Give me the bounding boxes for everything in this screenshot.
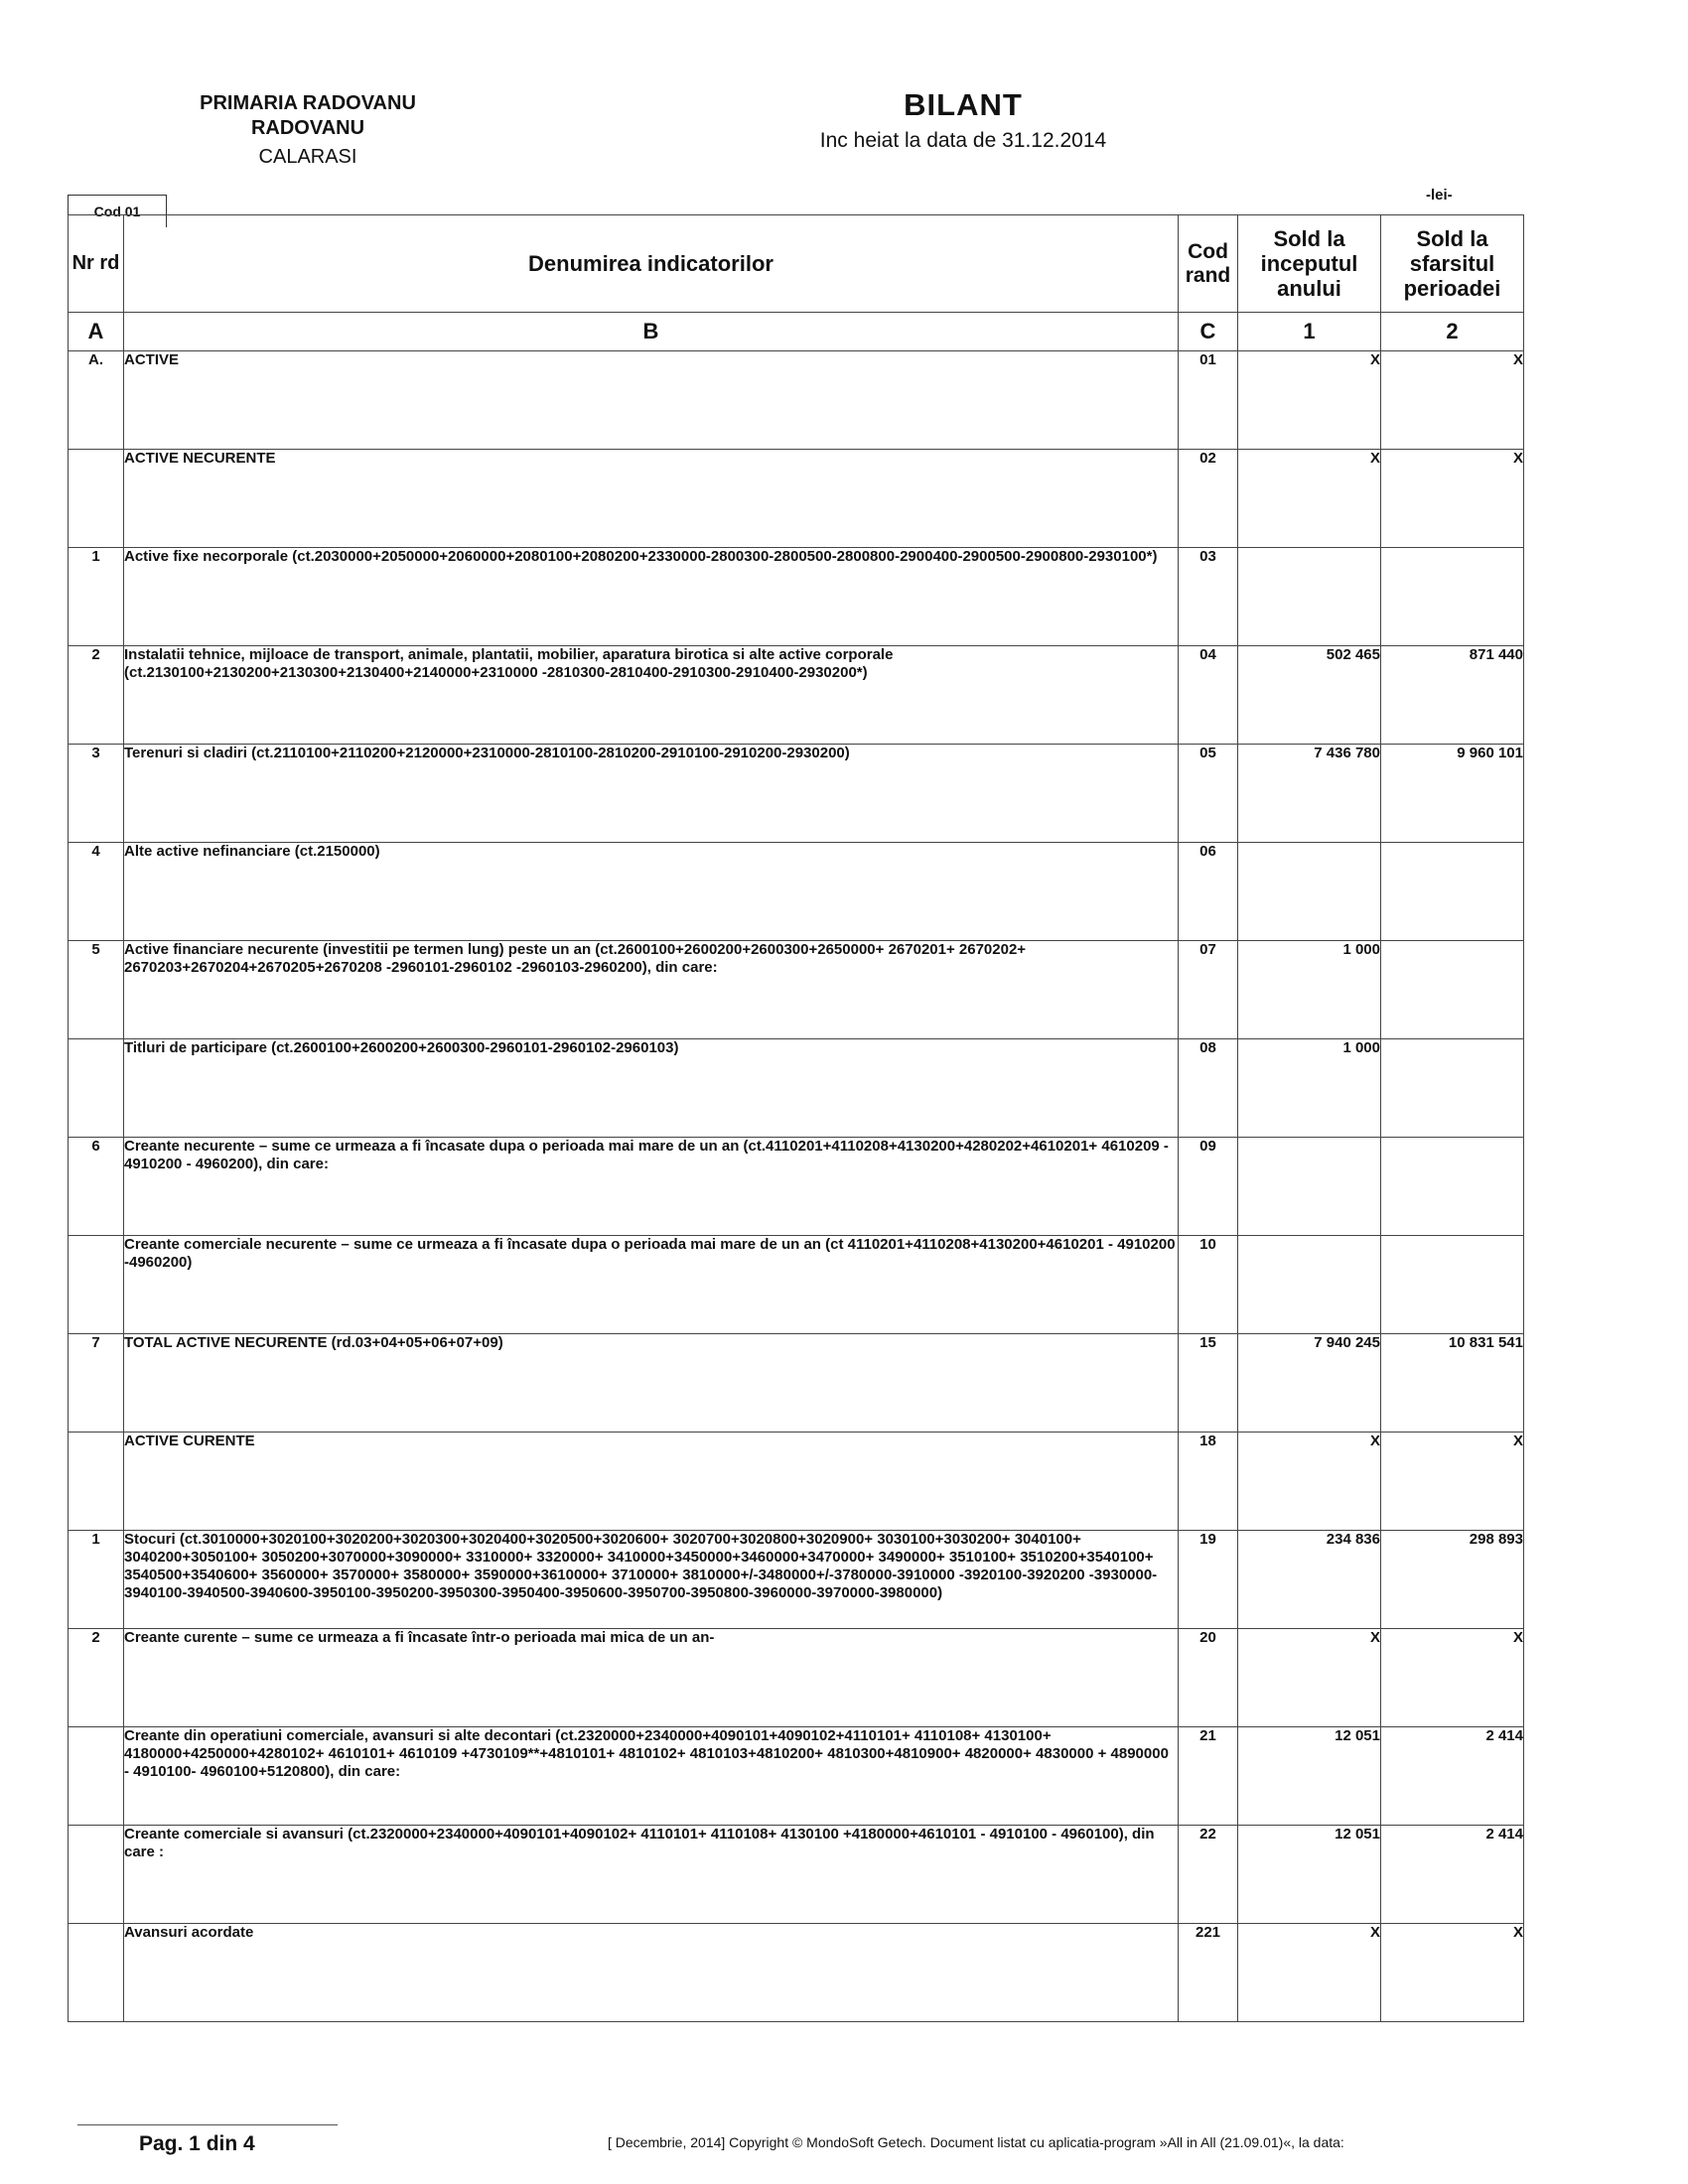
table-row [69, 941, 1524, 1039]
closing-balance [1381, 548, 1524, 646]
row-code: 04 [1179, 646, 1238, 745]
row-code: 09 [1179, 1138, 1238, 1236]
table-row [69, 351, 1524, 450]
indicator-name: Stocuri (ct.3010000+3020100+3020200+3020300+3020400+3020500+3020600+ 3020700+3020800+3020900+ 3030100+3030200+ 3040100+ 3040200+3050100+ 3050200+3070000+3090000+ 3310000+ 3320000+ 3410000+3450000+3460000+3470000+ 3490000+ 3510100+ 3510200+3540100+ 3540500+3540600+ 3560000+ 3570000+ 3580000+ 3590000+3610000+ 3710000+ 3810000+/-3480000+/-3780000-3910000 -3920100-3920200 -3930000-3940100-3940500-3940600-3950100-3950200-3950300-3950400-3950600-3950700-3950800-3960000-3970000-3980000) [124, 1531, 1179, 1629]
column-letter: 1 [1238, 313, 1381, 351]
table-row [69, 745, 1524, 843]
table-row [69, 1236, 1524, 1334]
column-letter: B [124, 313, 1179, 351]
table-row [69, 1039, 1524, 1138]
table-header-row [69, 215, 1524, 313]
table-row [69, 450, 1524, 548]
indicator-name: ACTIVE CURENTE [124, 1433, 1179, 1531]
row-code: 05 [1179, 745, 1238, 843]
opening-balance: X [1238, 351, 1381, 450]
row-number: A. [69, 351, 124, 450]
indicator-name: Creante comerciale necurente – sume ce urmeaza a fi încasate dupa o perioada mai mare de un an (ct 4110201+4110208+4130200+4610201 - 4910200 -4960200) [124, 1236, 1179, 1334]
indicator-name: Titluri de participare (ct.2600100+2600200+2600300-2960101-2960102-2960103) [124, 1039, 1179, 1138]
table-row [69, 1727, 1524, 1826]
closing-balance: 2 414 [1381, 1826, 1524, 1924]
column-letter: C [1179, 313, 1238, 351]
table-row [69, 1433, 1524, 1531]
balance-sheet-table [68, 214, 1524, 2022]
indicator-name: Avansuri acordate [124, 1924, 1179, 2022]
opening-balance: 234 836 [1238, 1531, 1381, 1629]
row-code: 08 [1179, 1039, 1238, 1138]
table-row [69, 1924, 1524, 2022]
opening-balance: X [1238, 1629, 1381, 1727]
row-number: 6 [69, 1138, 124, 1236]
closing-balance: 2 414 [1381, 1727, 1524, 1826]
indicator-name: Creante necurente – sume ce urmeaza a fi încasate dupa o perioada mai mare de un an (ct.4110201+4110208+4130200+4280202+4610201+ 4610209 - 4910200 - 4960200), din care: [124, 1138, 1179, 1236]
closing-balance [1381, 941, 1524, 1039]
row-number: 1 [69, 548, 124, 646]
table-row [69, 1334, 1524, 1433]
row-number: 7 [69, 1334, 124, 1433]
header-sold-inceput: Sold la inceputul anului [1238, 215, 1381, 313]
table-row [69, 1826, 1524, 1924]
document-title: BILANT [904, 87, 1023, 122]
indicator-name: Active financiare necurente (investitii pe termen lung) peste un an (ct.2600100+2600200+2600300+2650000+ 2670201+ 2670202+ 2670203+2670204+2670205+2670208 -2960101-2960102 -2960103-2960200), din care: [124, 941, 1179, 1039]
page-number: Pag. 1 din 4 [139, 2132, 255, 2155]
form-code-tab: Cod 01 [68, 195, 167, 227]
indicator-name: Terenuri si cladiri (ct.2110100+2110200+2120000+2310000-2810100-2810200-2910100-2910200-2930200) [124, 745, 1179, 843]
row-number: 2 [69, 1629, 124, 1727]
closing-balance: X [1381, 1629, 1524, 1727]
opening-balance: X [1238, 1924, 1381, 2022]
row-number [69, 1433, 124, 1531]
row-number [69, 1727, 124, 1826]
row-code: 03 [1179, 548, 1238, 646]
indicator-name: Creante comerciale si avansuri (ct.2320000+2340000+4090101+4090102+ 4110101+ 4110108+ 4130100 +4180000+4610101 - 4910100 - 4960100), din care : [124, 1826, 1179, 1924]
column-letter: 2 [1381, 313, 1524, 351]
row-code: 10 [1179, 1236, 1238, 1334]
row-number: 4 [69, 843, 124, 941]
document-title-block [765, 87, 1162, 153]
opening-balance: 12 051 [1238, 1826, 1381, 1924]
indicator-name: Instalatii tehnice, mijloace de transport, animale, plantatii, mobilier, aparatura birotica si alte active corporale (ct.2130100+2130200+2130300+2130400+2140000+2310000 -2810300-2810400-2910300-2910400-2930200*) [124, 646, 1179, 745]
row-number [69, 450, 124, 548]
opening-balance: 7 940 245 [1238, 1334, 1381, 1433]
row-number [69, 1924, 124, 2022]
row-code: 20 [1179, 1629, 1238, 1727]
row-number: 1 [69, 1531, 124, 1629]
document-subtitle: Inc heiat la data de 31.12.2014 [819, 129, 1107, 152]
footer-divider [77, 2124, 338, 2125]
row-code: 21 [1179, 1727, 1238, 1826]
opening-balance: X [1238, 1433, 1381, 1531]
closing-balance: X [1381, 450, 1524, 548]
opening-balance: 12 051 [1238, 1727, 1381, 1826]
row-code: 15 [1179, 1334, 1238, 1433]
header-cod-rand: Cod rand [1179, 215, 1238, 313]
table-row [69, 1138, 1524, 1236]
row-code: 07 [1179, 941, 1238, 1039]
closing-balance [1381, 1039, 1524, 1138]
row-code: 19 [1179, 1531, 1238, 1629]
institution-name: PRIMARIA RADOVANU [200, 92, 416, 114]
closing-balance: 9 960 101 [1381, 745, 1524, 843]
row-number [69, 1826, 124, 1924]
closing-balance [1381, 1138, 1524, 1236]
table-row [69, 548, 1524, 646]
institution-block [179, 91, 437, 170]
indicator-name: Creante curente – sume ce urmeaza a fi încasate într-o perioada mai mica de un an- [124, 1629, 1179, 1727]
closing-balance: 298 893 [1381, 1531, 1524, 1629]
row-number [69, 1236, 124, 1334]
indicator-name: TOTAL ACTIVE NECURENTE (rd.03+04+05+06+07+09) [124, 1334, 1179, 1433]
row-code: 06 [1179, 843, 1238, 941]
closing-balance: X [1381, 1924, 1524, 2022]
closing-balance: X [1381, 1433, 1524, 1531]
opening-balance: 1 000 [1238, 1039, 1381, 1138]
row-code: 22 [1179, 1826, 1238, 1924]
column-letter: A [69, 313, 124, 351]
opening-balance [1238, 548, 1381, 646]
indicator-name: Active fixe necorporale (ct.2030000+2050000+2060000+2080100+2080200+2330000-2800300-2800500-2800800-2900400-2900500-2900800-2930100*) [124, 548, 1179, 646]
row-number: 3 [69, 745, 124, 843]
opening-balance [1238, 1138, 1381, 1236]
table-row [69, 646, 1524, 745]
header-nr-rd: Nr rd [69, 215, 124, 313]
locality-name: RADOVANU [250, 117, 365, 139]
closing-balance [1381, 843, 1524, 941]
row-number [69, 1039, 124, 1138]
closing-balance: 871 440 [1381, 646, 1524, 745]
table-row [69, 843, 1524, 941]
header-sold-sfarsit: Sold la sfarsitul perioadei [1381, 215, 1524, 313]
row-number: 2 [69, 646, 124, 745]
closing-balance: 10 831 541 [1381, 1334, 1524, 1433]
opening-balance: X [1238, 450, 1381, 548]
column-letters-row [69, 313, 1524, 351]
closing-balance [1381, 1236, 1524, 1334]
county-name: CALARASI [258, 146, 357, 168]
currency-unit: -lei- [1426, 187, 1453, 204]
indicator-name: Creante din operatiuni comerciale, avansuri si alte decontari (ct.2320000+2340000+4090101+4090102+4110101+ 4110108+ 4130100+ 4180000+4250000+4280102+ 4610101+ 4610109 +4730109**+4810101+ 4810102+ 4810103+4810200+ 4810300+4810900+ 4820000+ 4830000 + 4890000 - 4910100- 4960100+5120800), din care: [124, 1727, 1179, 1826]
indicator-name: Alte active nefinanciare (ct.2150000) [124, 843, 1179, 941]
row-code: 02 [1179, 450, 1238, 548]
opening-balance: 502 465 [1238, 646, 1381, 745]
closing-balance: X [1381, 351, 1524, 450]
opening-balance: 1 000 [1238, 941, 1381, 1039]
opening-balance: 7 436 780 [1238, 745, 1381, 843]
row-code: 18 [1179, 1433, 1238, 1531]
opening-balance [1238, 1236, 1381, 1334]
row-number: 5 [69, 941, 124, 1039]
row-code: 01 [1179, 351, 1238, 450]
header-denumire: Denumirea indicatorilor [124, 215, 1179, 313]
copyright-notice: [ Decembrie, 2014] Copyright © MondoSoft Getech. Document listat cu aplicatia-program »All in All (21.09.01)«, la data: [608, 2134, 1344, 2150]
indicator-name: ACTIVE NECURENTE [124, 450, 1179, 548]
row-code: 221 [1179, 1924, 1238, 2022]
table-row [69, 1629, 1524, 1727]
table-row [69, 1531, 1524, 1629]
opening-balance [1238, 843, 1381, 941]
indicator-name: ACTIVE [124, 351, 1179, 450]
